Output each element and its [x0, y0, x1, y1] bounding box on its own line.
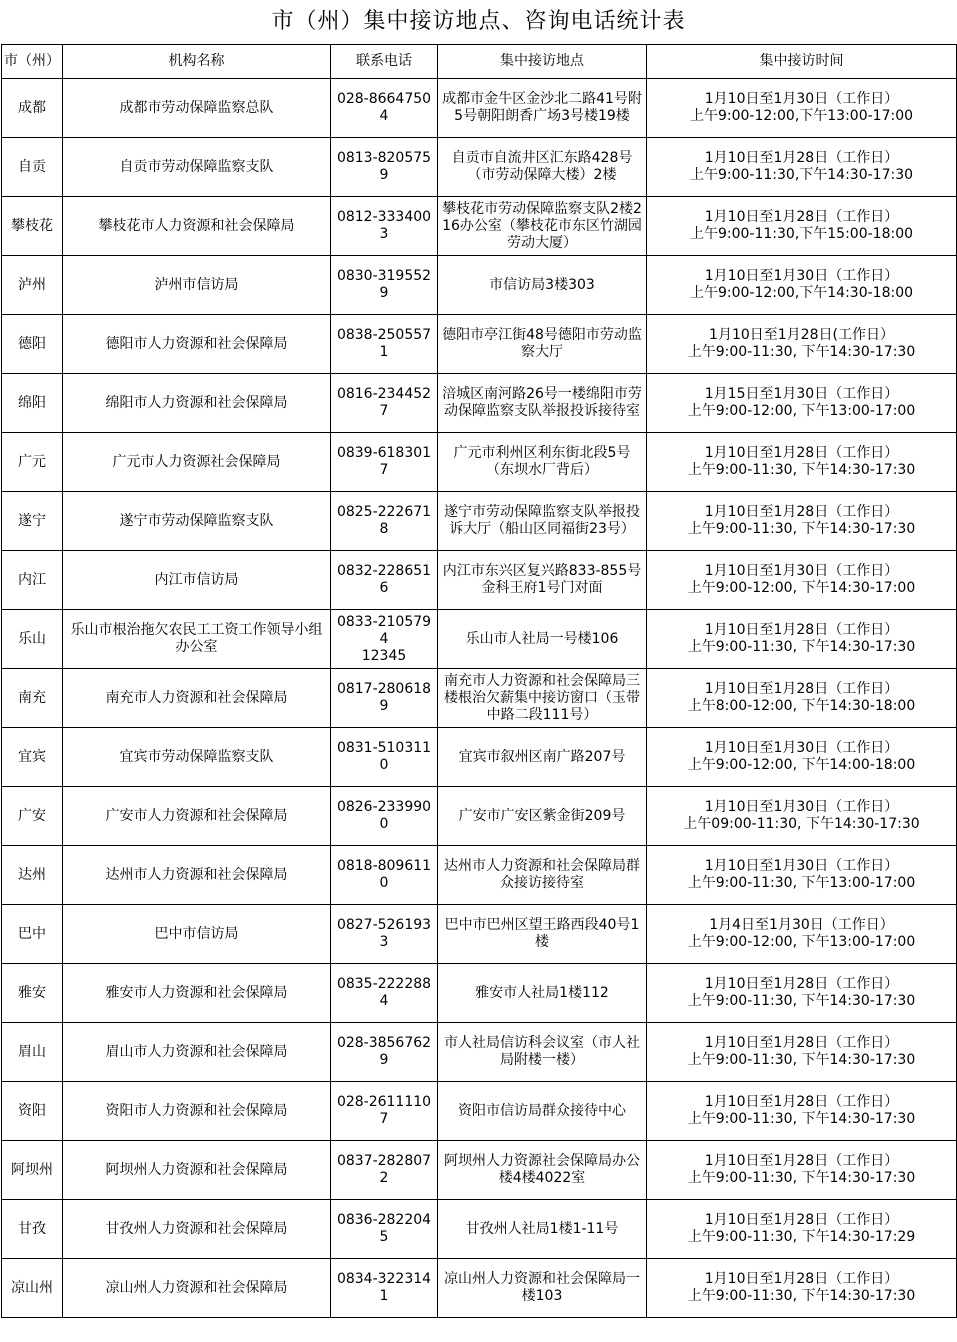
phone-number: 0816-2344527 — [336, 386, 432, 419]
phone-number: 0825-2226718 — [336, 504, 432, 537]
address-cell: 市人社局信访科会议室（市人社局附楼一楼） — [438, 1023, 647, 1082]
time-hours: 上午9:00-12:00, 下午14:00-18:00 — [687, 757, 916, 773]
time-hours: 上午9:00-11:30,下午15:00-18:00 — [689, 226, 914, 242]
city-cell: 泸州 — [2, 256, 63, 315]
time-date-range: 1月10日至1月28日（工作日） — [704, 1212, 899, 1228]
phone-number: 0826-2339900 — [336, 799, 432, 832]
table-row — [2, 433, 957, 492]
phone-cell — [331, 1141, 438, 1200]
city-cell: 凉山州 — [2, 1259, 63, 1318]
phone-number: 0832-2286516 — [336, 563, 432, 596]
city-cell: 成都 — [2, 79, 63, 138]
table-row — [2, 197, 957, 256]
time-hours: 上午9:00-12:00, 下午13:00-17:00 — [687, 934, 916, 950]
time-hours: 上午8:00-12:00, 下午14:30-18:00 — [687, 698, 916, 714]
time-date-range: 1月10日至1月28日（工作日） — [704, 150, 899, 166]
city-cell: 绵阳 — [2, 374, 63, 433]
time-hours: 上午09:00-11:30, 下午14:30-17:30 — [683, 816, 920, 832]
address-cell: 雅安市人社局1楼112 — [438, 964, 647, 1023]
org-cell: 攀枝花市人力资源和社会保障局 — [63, 197, 331, 256]
org-cell: 甘孜州人力资源和社会保障局 — [63, 1200, 331, 1259]
phone-cell — [331, 492, 438, 551]
city-cell: 攀枝花 — [2, 197, 63, 256]
time-cell — [647, 846, 957, 905]
time-date-range: 1月10日至1月28日（工作日） — [704, 681, 899, 697]
phone-cell — [331, 728, 438, 787]
time-date-range: 1月10日至1月30日（工作日） — [704, 563, 899, 579]
city-cell: 甘孜 — [2, 1200, 63, 1259]
phone-number: 0818-8096110 — [336, 858, 432, 891]
city-cell: 广元 — [2, 433, 63, 492]
page-title: 市（州）集中接访地点、咨询电话统计表 — [271, 9, 686, 34]
city-cell: 广安 — [2, 787, 63, 846]
time-cell — [647, 374, 957, 433]
phone-number: 12345 — [361, 647, 407, 664]
table-row — [2, 728, 957, 787]
address-cell: 凉山州人力资源和社会保障局一楼103 — [438, 1259, 647, 1318]
header-org: 机构名称 — [63, 45, 331, 79]
time-hours: 上午9:00-11:30, 下午14:30-17:30 — [687, 462, 916, 478]
time-cell — [647, 964, 957, 1023]
phone-number: 0838-2505571 — [336, 327, 432, 360]
phone-number: 0836-2822045 — [336, 1212, 432, 1245]
address-cell: 宜宾市叙州区南广路207号 — [438, 728, 647, 787]
time-date-range: 1月10日至1月30日（工作日） — [704, 799, 899, 815]
city-cell: 宜宾 — [2, 728, 63, 787]
org-cell: 资阳市人力资源和社会保障局 — [63, 1082, 331, 1141]
table-row — [2, 79, 957, 138]
phone-cell — [331, 1023, 438, 1082]
org-cell: 眉山市人力资源和社会保障局 — [63, 1023, 331, 1082]
time-hours: 上午9:00-11:30, 下午14:30-17:30 — [687, 1170, 916, 1186]
org-cell: 乐山市根治拖欠农民工工资工作领导小组办公室 — [63, 610, 331, 669]
time-cell — [647, 905, 957, 964]
address-cell: 广元市利州区利东街北段5号（东坝水厂背后） — [438, 433, 647, 492]
phone-cell — [331, 905, 438, 964]
phone-cell — [331, 669, 438, 728]
phone-cell — [331, 138, 438, 197]
org-cell: 宜宾市劳动保障监察支队 — [63, 728, 331, 787]
time-date-range: 1月10日至1月28日（工作日） — [704, 1094, 899, 1110]
address-cell: 涪城区南河路26号一楼绵阳市劳动保障监察支队举报投诉接待室 — [438, 374, 647, 433]
time-cell — [647, 1200, 957, 1259]
time-hours: 上午9:00-11:30, 下午14:30-17:30 — [687, 1052, 916, 1068]
time-cell — [647, 315, 957, 374]
city-cell: 遂宁 — [2, 492, 63, 551]
table-row — [2, 1082, 957, 1141]
table-row — [2, 846, 957, 905]
time-cell — [647, 79, 957, 138]
time-hours: 上午9:00-12:00, 下午14:30-17:00 — [687, 580, 916, 596]
org-cell: 南充市人力资源和社会保障局 — [63, 669, 331, 728]
org-cell: 巴中市信访局 — [63, 905, 331, 964]
phone-cell — [331, 964, 438, 1023]
phone-cell — [331, 197, 438, 256]
city-cell: 德阳 — [2, 315, 63, 374]
phone-number: 0830-3195529 — [336, 268, 432, 301]
address-cell: 广安市广安区紫金街209号 — [438, 787, 647, 846]
phone-number: 028-38567629 — [336, 1035, 432, 1068]
phone-number: 0835-2222884 — [336, 976, 432, 1009]
address-cell: 遂宁市劳动保障监察支队举报投诉大厅（船山区同福街23号） — [438, 492, 647, 551]
phone-number: 0834-3223141 — [336, 1271, 432, 1304]
city-cell: 阿坝州 — [2, 1141, 63, 1200]
phone-cell — [331, 1082, 438, 1141]
org-cell: 自贡市劳动保障监察支队 — [63, 138, 331, 197]
time-cell — [647, 787, 957, 846]
time-hours: 上午9:00-12:00, 下午13:00-17:00 — [687, 403, 916, 419]
city-cell: 达州 — [2, 846, 63, 905]
phone-cell — [331, 256, 438, 315]
table-row — [2, 551, 957, 610]
time-hours: 上午9:00-11:30, 下午14:30-17:30 — [687, 344, 916, 360]
phone-number: 0837-2828072 — [336, 1153, 432, 1186]
time-date-range: 1月4日至1月30日（工作日） — [709, 917, 894, 933]
time-hours: 上午9:00-11:30, 下午14:30-17:30 — [687, 521, 916, 537]
time-date-range: 1月10日至1月28日（工作日） — [704, 445, 899, 461]
phone-number: 028-26111107 — [336, 1094, 432, 1127]
phone-number: 0833-2105794 — [336, 613, 432, 647]
org-cell: 广元市人力资源社会保障局 — [63, 433, 331, 492]
header-time: 集中接访时间 — [647, 45, 957, 79]
time-cell — [647, 197, 957, 256]
table-header-row — [2, 45, 957, 79]
table-row — [2, 669, 957, 728]
address-cell: 巴中市巴州区望王路西段40号1楼 — [438, 905, 647, 964]
address-cell: 资阳市信访局群众接待中心 — [438, 1082, 647, 1141]
address-cell: 内江市东兴区复兴路833-855号金科王府1号门对面 — [438, 551, 647, 610]
table-row — [2, 1200, 957, 1259]
table-row — [2, 374, 957, 433]
time-cell — [647, 610, 957, 669]
table-row — [2, 1023, 957, 1082]
address-cell: 攀枝花市劳动保障监察支队2楼216办公室（攀枝花市东区竹湖园劳动大厦） — [438, 197, 647, 256]
contact-table — [1, 44, 957, 1318]
city-cell: 雅安 — [2, 964, 63, 1023]
time-date-range: 1月10日至1月28日（工作日） — [704, 622, 899, 638]
time-cell — [647, 433, 957, 492]
phone-cell — [331, 79, 438, 138]
org-cell: 成都市劳动保障监察总队 — [63, 79, 331, 138]
phone-cell — [331, 433, 438, 492]
header-address: 集中接访地点 — [438, 45, 647, 79]
table-row — [2, 905, 957, 964]
phone-number: 0827-5261933 — [336, 917, 432, 950]
time-date-range: 1月10日至1月28日（工作日） — [704, 1153, 899, 1169]
time-cell — [647, 1141, 957, 1200]
org-cell: 凉山州人力资源和社会保障局 — [63, 1259, 331, 1318]
phone-cell — [331, 1200, 438, 1259]
header-phone: 联系电话 — [331, 45, 438, 79]
org-cell: 广安市人力资源和社会保障局 — [63, 787, 331, 846]
time-cell — [647, 551, 957, 610]
phone-cell — [331, 374, 438, 433]
org-cell: 德阳市人力资源和社会保障局 — [63, 315, 331, 374]
time-hours: 上午9:00-12:00,下午14:30-18:00 — [689, 285, 914, 301]
time-cell — [647, 138, 957, 197]
org-cell: 内江市信访局 — [63, 551, 331, 610]
time-hours: 上午9:00-11:30, 下午14:30-17:30 — [687, 993, 916, 1009]
phone-number: 0813-8205759 — [336, 150, 432, 183]
time-cell — [647, 1082, 957, 1141]
address-cell: 达州市人力资源和社会保障局群众接访接待室 — [438, 846, 647, 905]
address-cell: 乐山市人社局一号楼106 — [438, 610, 647, 669]
table-row — [2, 1141, 957, 1200]
address-cell: 德阳市亭江街48号德阳市劳动监察大厅 — [438, 315, 647, 374]
table-row — [2, 787, 957, 846]
table-row — [2, 492, 957, 551]
time-cell — [647, 728, 957, 787]
time-hours: 上午9:00-11:30, 下午14:30-17:29 — [687, 1229, 916, 1245]
phone-number: 028-86647504 — [336, 91, 432, 124]
city-cell: 南充 — [2, 669, 63, 728]
time-date-range: 1月10日至1月28日（工作日） — [704, 976, 899, 992]
time-hours: 上午9:00-11:30,下午14:30-17:30 — [689, 167, 914, 183]
phone-cell — [331, 551, 438, 610]
address-cell: 成都市金牛区金沙北二路41号附5号朝阳朗香广场3号楼19楼 — [438, 79, 647, 138]
address-cell: 甘孜州人社局1楼1-11号 — [438, 1200, 647, 1259]
phone-cell — [331, 787, 438, 846]
time-date-range: 1月10日至1月30日（工作日） — [704, 858, 899, 874]
time-hours: 上午9:00-11:30, 下午13:00-17:00 — [687, 875, 916, 891]
city-cell: 内江 — [2, 551, 63, 610]
phone-number: 0839-6183017 — [336, 445, 432, 478]
time-hours: 上午9:00-11:30, 下午14:30-17:30 — [687, 639, 916, 655]
address-cell: 阿坝州人力资源社会保障局办公楼4楼4022室 — [438, 1141, 647, 1200]
org-cell: 雅安市人力资源和社会保障局 — [63, 964, 331, 1023]
time-date-range: 1月10日至1月28日（工作日） — [704, 1035, 899, 1051]
header-city: 市（州） — [2, 45, 63, 79]
address-cell: 市信访局3楼303 — [438, 256, 647, 315]
org-cell: 达州市人力资源和社会保障局 — [63, 846, 331, 905]
time-date-range: 1月10日至1月30日（工作日） — [704, 91, 899, 107]
time-hours: 上午9:00-11:30, 下午14:30-17:30 — [687, 1288, 916, 1304]
table-row — [2, 610, 957, 669]
table-row — [2, 315, 957, 374]
phone-cell — [331, 610, 438, 669]
time-cell — [647, 1259, 957, 1318]
phone-cell — [331, 1259, 438, 1318]
city-cell: 巴中 — [2, 905, 63, 964]
time-date-range: 1月15日至1月30日（工作日） — [704, 386, 899, 402]
time-hours: 上午9:00-12:00,下午13:00-17:00 — [689, 108, 914, 124]
org-cell: 阿坝州人力资源和社会保障局 — [63, 1141, 331, 1200]
address-cell: 南充市人力资源和社会保障局三楼根治欠薪集中接访窗口（玉带中路二段111号） — [438, 669, 647, 728]
table-row — [2, 964, 957, 1023]
city-cell: 资阳 — [2, 1082, 63, 1141]
time-date-range: 1月10日至1月28日（工作日） — [704, 209, 899, 225]
city-cell: 乐山 — [2, 610, 63, 669]
table-body — [2, 79, 957, 1318]
city-cell: 自贡 — [2, 138, 63, 197]
time-date-range: 1月10日至1月28日（工作日） — [704, 1271, 899, 1287]
time-cell — [647, 669, 957, 728]
time-date-range: 1月10日至1月30日（工作日） — [704, 740, 899, 756]
table-row — [2, 138, 957, 197]
phone-number: 0812-3334003 — [336, 209, 432, 242]
phone-cell — [331, 315, 438, 374]
time-date-range: 1月10日至1月30日（工作日） — [704, 268, 899, 284]
city-cell: 眉山 — [2, 1023, 63, 1082]
phone-number: 0817-2806189 — [336, 681, 432, 714]
address-cell: 自贡市自流井区汇东路428号（市劳动保障大楼）2楼 — [438, 138, 647, 197]
phone-cell — [331, 846, 438, 905]
time-date-range: 1月10日至1月28日（工作日） — [704, 504, 899, 520]
org-cell: 绵阳市人力资源和社会保障局 — [63, 374, 331, 433]
table-row — [2, 1259, 957, 1318]
org-cell: 泸州市信访局 — [63, 256, 331, 315]
table-row — [2, 256, 957, 315]
org-cell: 遂宁市劳动保障监察支队 — [63, 492, 331, 551]
time-cell — [647, 492, 957, 551]
time-cell — [647, 1023, 957, 1082]
time-hours: 上午9:00-11:30, 下午14:30-17:30 — [687, 1111, 916, 1127]
phone-number: 0831-5103110 — [336, 740, 432, 773]
time-cell — [647, 256, 957, 315]
time-date-range: 1月10日至1月28日(工作日） — [709, 327, 894, 343]
